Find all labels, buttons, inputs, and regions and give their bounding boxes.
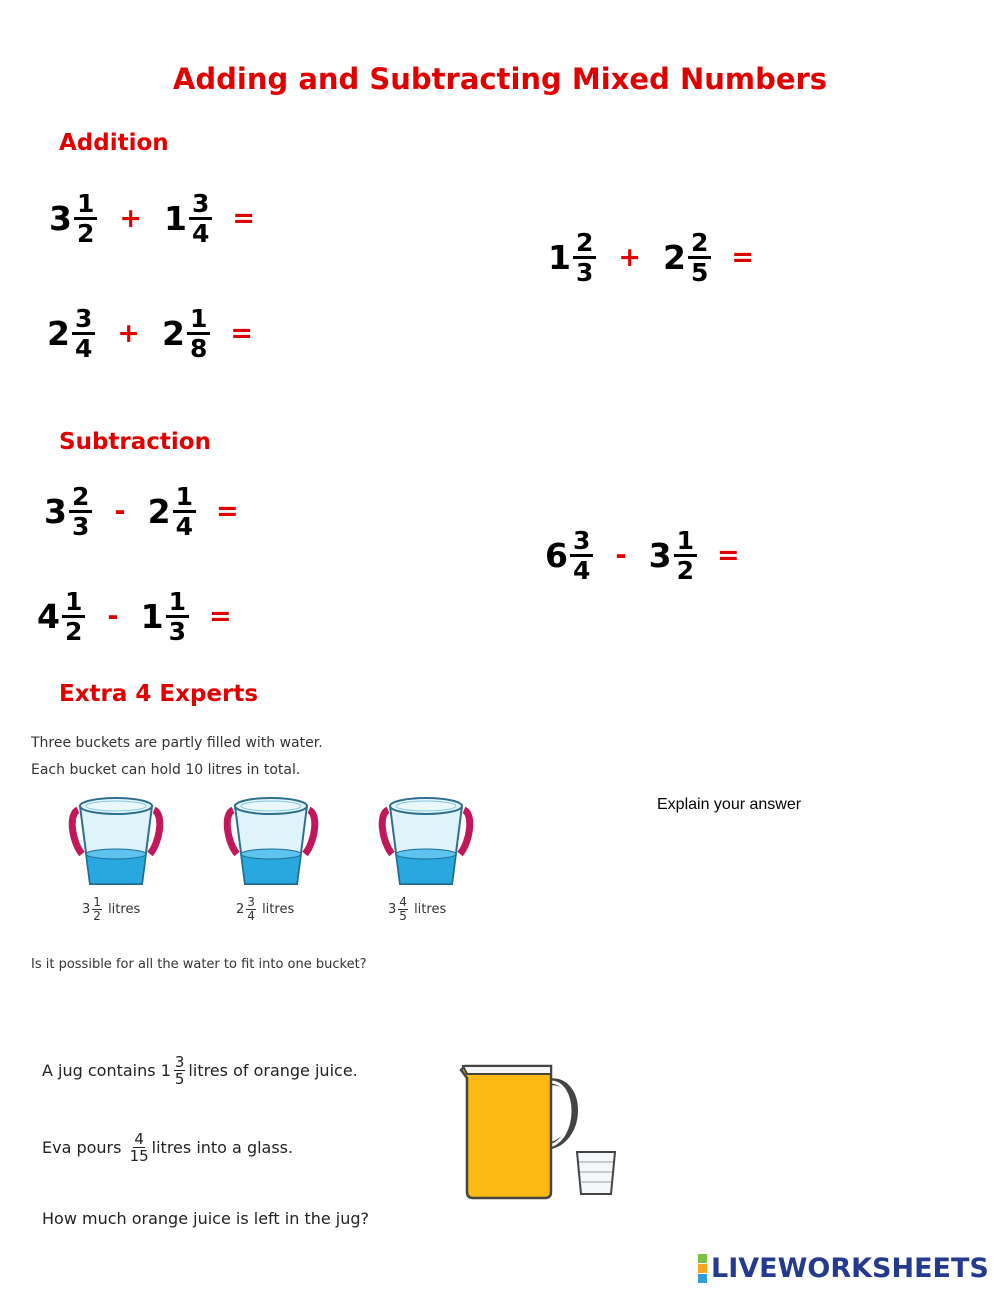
section-addition: Addition [59, 130, 169, 156]
whole: 1 [140, 597, 164, 636]
whole: 1 [548, 238, 571, 277]
mixed-number [164, 190, 212, 247]
jug-text-1 [42, 1054, 358, 1087]
numerator: 2 [688, 229, 711, 259]
mixed-number [663, 229, 711, 286]
whole: 3 [388, 902, 397, 917]
bucket-label-3 [388, 896, 446, 923]
whole: 2 [236, 902, 245, 917]
numerator: 3 [570, 527, 593, 557]
bucket-text-1: Three buckets are partly filled with water. [31, 735, 323, 751]
numerator: 1 [187, 305, 210, 335]
unit: litres [108, 902, 141, 917]
denominator: 4 [247, 909, 255, 923]
text: A jug contains [42, 1061, 156, 1080]
denominator: 5 [399, 909, 407, 923]
fraction [398, 896, 408, 923]
fraction [62, 588, 85, 645]
denominator: 8 [189, 334, 208, 363]
numerator: 1 [173, 483, 196, 513]
operator: - [107, 601, 119, 632]
denominator: 3 [71, 512, 90, 541]
logo-blocks-icon [698, 1254, 707, 1283]
mixed-number [49, 190, 97, 247]
whole: 4 [37, 597, 60, 636]
denominator: 2 [64, 617, 83, 646]
denominator: 2 [76, 219, 95, 248]
jug-icon [461, 1066, 551, 1198]
operator: + [119, 203, 142, 234]
numerator: 3 [189, 190, 212, 220]
numerator: 3 [72, 305, 95, 335]
denominator: 2 [676, 556, 694, 585]
bucket-icon [382, 798, 470, 884]
denominator: 5 [174, 1070, 185, 1088]
numerator: 1 [166, 588, 189, 618]
whole: 6 [545, 536, 568, 575]
operator: + [117, 318, 140, 349]
numerator: 4 [399, 895, 407, 909]
jug-illustration [455, 1060, 625, 1202]
equals-sign: = [215, 496, 239, 527]
denominator: 4 [175, 512, 193, 541]
mixed-number [37, 588, 85, 645]
problem-sub-1 [44, 483, 239, 540]
fraction [72, 305, 95, 362]
fraction [69, 483, 92, 540]
fraction [189, 190, 212, 247]
mixed-number [545, 527, 593, 584]
whole: 2 [147, 492, 171, 531]
numerator: 4 [134, 1130, 144, 1148]
numerator: 1 [674, 527, 697, 557]
whole: 2 [663, 238, 686, 277]
problem-add-1 [49, 190, 255, 247]
equals-sign: = [232, 203, 255, 234]
denominator: 4 [74, 334, 93, 363]
mixed-number [44, 483, 92, 540]
bucket-icon [227, 798, 315, 884]
fraction [74, 190, 97, 247]
mixed-number [548, 229, 596, 286]
denominator: 15 [129, 1147, 149, 1165]
problem-sub-2 [37, 588, 232, 645]
mixed-number [649, 527, 697, 584]
section-extra: Extra 4 Experts [59, 681, 259, 707]
equals-sign: = [208, 601, 232, 632]
logo-text: LIVEWORKSHEETS [711, 1253, 989, 1284]
buckets-illustration [60, 792, 480, 892]
fraction [570, 527, 593, 584]
page-title: Adding and Subtracting Mixed Numbers [172, 62, 828, 96]
equals-sign: = [230, 318, 253, 349]
denominator: 2 [93, 909, 101, 923]
fraction [573, 229, 596, 286]
fraction [92, 896, 102, 923]
whole: 2 [47, 314, 70, 353]
text: Eva pours [42, 1138, 122, 1157]
glass-icon [577, 1152, 615, 1194]
mixed-number [148, 483, 196, 540]
fraction [173, 483, 196, 540]
text: litres of orange juice. [188, 1061, 358, 1080]
text: litres into a glass. [151, 1138, 294, 1157]
numerator: 1 [74, 190, 97, 220]
fraction [688, 229, 711, 286]
unit: litres [414, 902, 447, 917]
bucket-text-2: Each bucket can hold 10 litres in total. [31, 762, 301, 778]
numerator: 2 [573, 229, 596, 259]
numerator: 1 [93, 895, 101, 909]
mixed-number [47, 305, 95, 362]
section-subtraction: Subtraction [59, 429, 211, 455]
denominator: 4 [572, 556, 591, 585]
whole: 3 [82, 902, 91, 917]
fraction [166, 588, 189, 645]
whole: 3 [648, 536, 672, 575]
numerator: 1 [62, 588, 85, 618]
whole: 2 [162, 314, 185, 353]
mixed-number [162, 305, 210, 362]
denominator: 3 [168, 617, 186, 646]
fraction [187, 305, 210, 362]
jug-text-3: How much orange juice is left in the jug? [42, 1209, 370, 1228]
explain-answer: Explain your answer [657, 796, 802, 813]
numerator: 3 [247, 895, 255, 909]
denominator: 3 [575, 258, 594, 287]
jug-text-2 [42, 1131, 293, 1164]
bucket-label-1 [82, 896, 140, 923]
whole: 1 [164, 199, 187, 238]
numerator: 3 [174, 1053, 185, 1071]
denominator: 5 [690, 258, 709, 287]
bucket-icon [72, 798, 160, 884]
problem-sub-3 [545, 527, 740, 584]
unit: litres [262, 902, 295, 917]
bucket-label-2 [236, 896, 294, 923]
operator: - [615, 540, 627, 571]
whole: 3 [44, 492, 67, 531]
whole: 1 [160, 1061, 171, 1080]
liveworksheets-logo [698, 1253, 989, 1284]
fraction [246, 896, 256, 923]
fraction [674, 527, 697, 584]
mixed-number [141, 588, 189, 645]
problem-add-2 [47, 305, 253, 362]
operator: - [114, 496, 126, 527]
whole: 3 [49, 199, 72, 238]
bucket-question: Is it possible for all the water to fit into one bucket? [31, 957, 367, 972]
fraction [174, 1054, 186, 1087]
numerator: 2 [69, 483, 92, 513]
problem-add-3 [548, 229, 754, 286]
fraction [130, 1131, 149, 1164]
denominator: 4 [191, 219, 210, 248]
operator: + [618, 242, 641, 273]
equals-sign: = [731, 242, 754, 273]
equals-sign: = [716, 540, 740, 571]
